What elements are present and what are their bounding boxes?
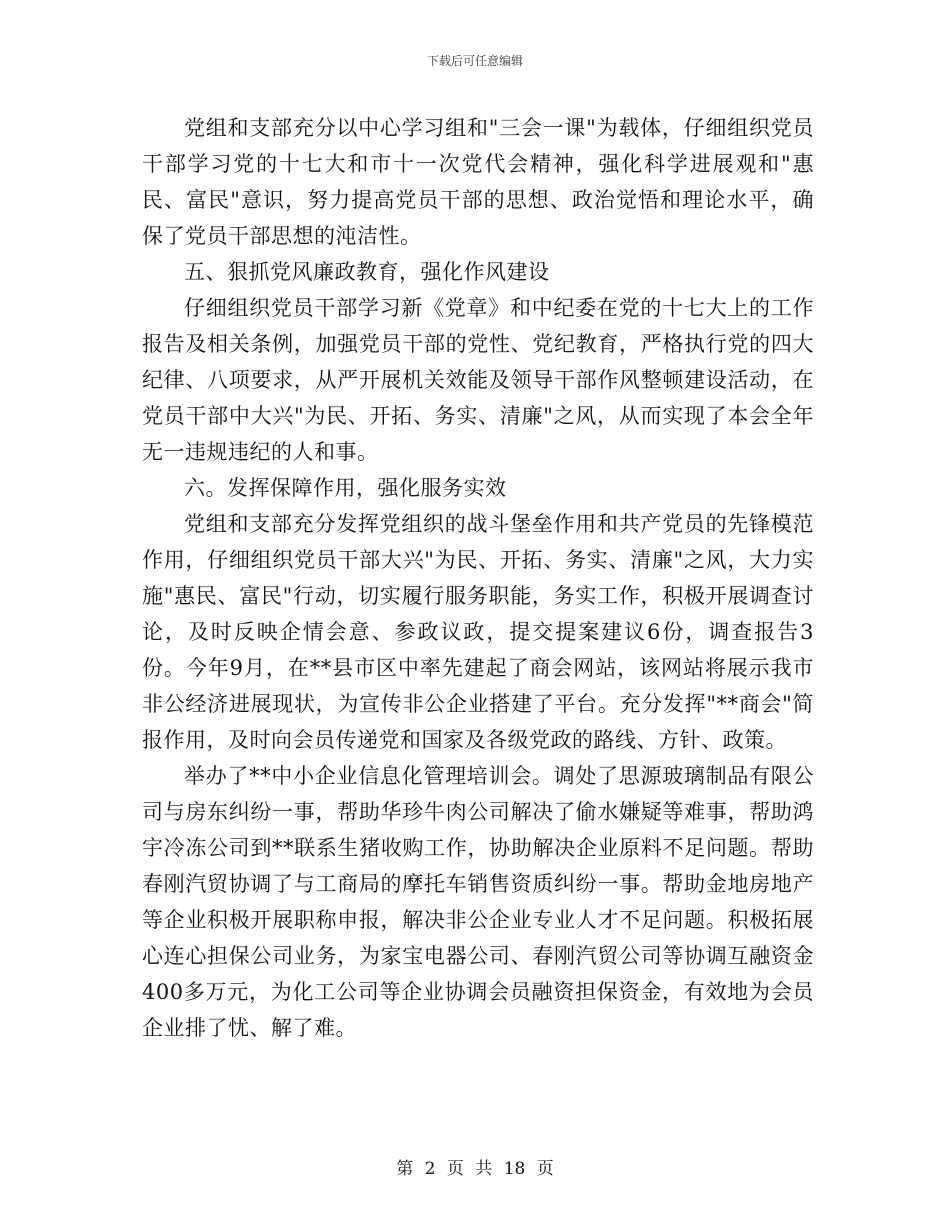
- paragraph-service-role: 党组和支部充分发挥党组织的战斗堡垒作用和共产党员的先锋模范作用，仔细组织党员干部大兴"为民、开拓、务实、清廉"之风，大力实施"惠民、富民"行动，切实履行服务职能，务实工作，积极开展调查讨论，及时反映企情会意、参政议政，提交提案建议6份，调查报告3份。今年9月，在**县市区中率先建起了商会网站，该网站将展示我市非公经济进展现状，为宣传非公企业搭建了平台。充分发挥"**商会"简报作用，及时向会员传递党和国家及各级党政的路线、方针、政策。: [142, 512, 814, 752]
- page-number-footer: 第 2 页 共 18 页: [396, 1159, 554, 1179]
- section-heading-5: 五、狠抓党风廉政教育，强化作风建设: [184, 260, 550, 284]
- section-heading-6: 六。发挥保障作用，强化服务实效: [184, 476, 507, 500]
- page-header: 下载后可任意编辑: [426, 54, 523, 68]
- paragraph-training-and-assistance: 举办了**中小企业信息化管理培训会。调处了思源玻璃制品有限公司与房东纠纷一事，帮助华珍牛肉公司解决了偷水嫌疑等难事，帮助鸿宇冷冻公司到**联系生猪收购工作，协助解决企业原料不足问题。帮助春刚汽贸协调了与工商局的摩托车销售资质纠纷一事。帮助金地房地产等企业积极开展职称申报，解决非公企业专业人才不足问题。积极拓展心连心担保公司业务，为家宝电器公司、春刚汽贸公司等协调互融资金400多万元，为化工公司等企业协调会员融资担保资金，有效地为会员企业排了忧、解了难。: [142, 764, 814, 1040]
- document-body: [142, 110, 814, 1046]
- paragraph-integrity-education: 仔细组织党员干部学习新《党章》和中纪委在党的十七大上的工作报告及相关条例，加强党员干部的党性、党纪教育，严格执行党的四大纪律、八项要求，从严开展机关效能及领导干部作风整顿建设活动，在党员干部中大兴"为民、开拓、务实、清廉"之风，从而实现了本会全年无一违规违纪的人和事。: [142, 296, 814, 464]
- paragraph-party-study: 党组和支部充分以中心学习组和"三会一课"为载体，仔细组织党员干部学习党的十七大和市十一次党代会精神，强化科学进展观和"惠民、富民"意识，努力提高党员干部的思想、政治觉悟和理论水平，确保了党员干部思想的沌洁性。: [142, 116, 814, 248]
